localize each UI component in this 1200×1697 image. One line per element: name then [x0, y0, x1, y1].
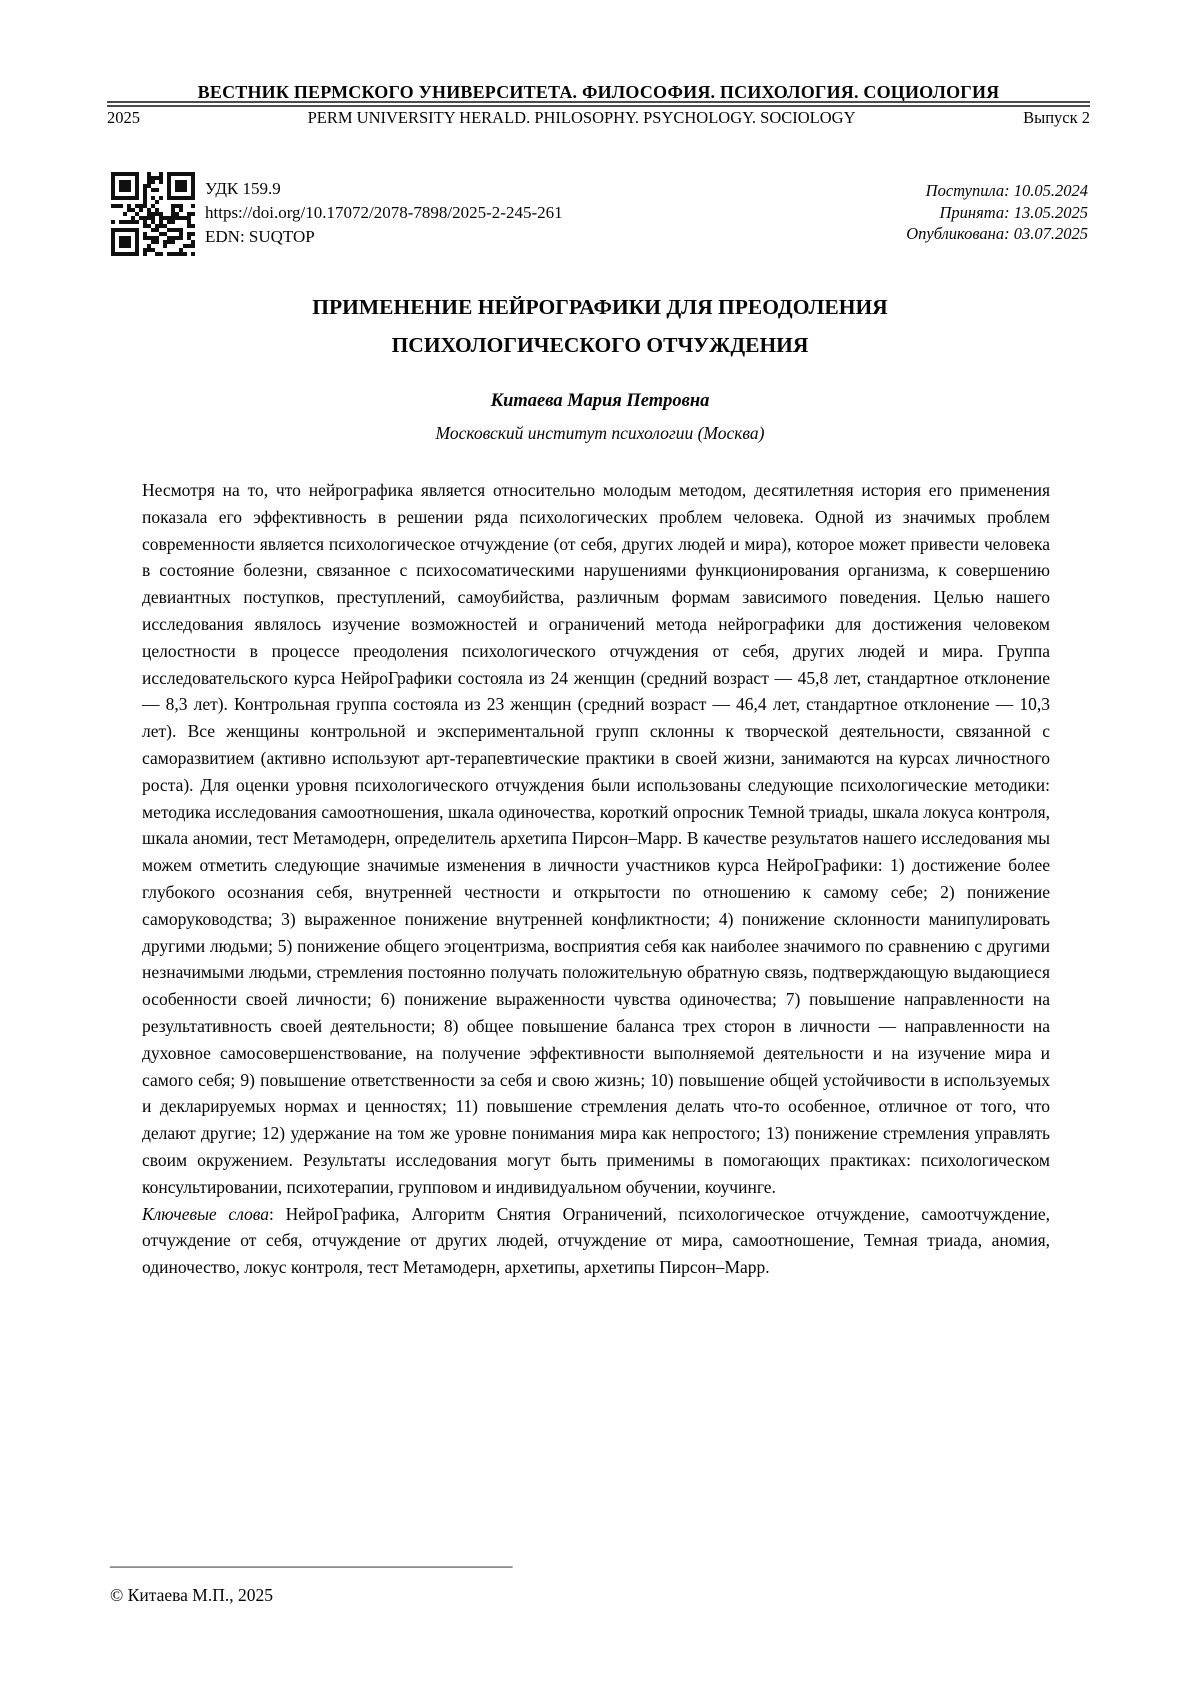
qr-code-icon [111, 172, 195, 256]
date-published: Опубликована: 03.07.2025 [906, 224, 1088, 243]
edn-label: EDN: SUQTOP [205, 227, 315, 246]
date-received: Поступила: 10.05.2024 [925, 181, 1088, 200]
footnote-rule: ______________________________________________ [110, 1549, 513, 1569]
keywords-paragraph [142, 1201, 1050, 1281]
article-title [110, 288, 1090, 364]
journal-year: 2025 [107, 108, 140, 127]
journal-title-ru: ВЕСТНИК ПЕРМСКОГО УНИВЕРСИТЕТА. ФИЛОСОФИЯ. ПСИХОЛОГИЯ. СОЦИОЛОГИЯ [197, 82, 1000, 102]
author-name: Китаева Мария Петровна [490, 391, 710, 411]
journal-title-en: PERM UNIVERSITY HERALD. PHILOSOPHY. PSYCHOLOGY. SOCIOLOGY [307, 108, 856, 127]
header-divider [107, 101, 1090, 107]
article-title-line-2: ПСИХОЛОГИЧЕСКОГО ОТЧУЖДЕНИЯ [391, 333, 809, 357]
keywords-text: : НейроГрафика, Алгоритм Снятия Ограничений, психологическое отчуждение, самоотчуждение, отчуждение от себя, отчуждение от других людей, отчуждение от мира, самоотношение, Темная триада, аномия, одиночество, локус контроля, тест Метамодерн, архетипы, архетипы Пирсон–Марр. [142, 1203, 1051, 1278]
article-title-line-1: ПРИМЕНЕНИЕ НЕЙРОГРАФИКИ ДЛЯ ПРЕОДОЛЕНИЯ [312, 295, 888, 319]
date-accepted: Принята: 13.05.2025 [939, 202, 1088, 222]
author-affiliation: Московский институт психологии (Москва) [435, 423, 765, 443]
abstract-block [142, 477, 1050, 1281]
keywords-label: Ключевые слова [142, 1203, 270, 1224]
abstract-text: Несмотря на то, что нейрографика является относительно молодым методом, десятилетняя история его применения показала его эффективность в решении ряда психологических проблем человека. Одной из значимых проблем современности является психологическое отчуждение (от себя, других людей и мира), которое может привести человека в состояние болезни, связанное с психосоматическими нарушениями функционирования организма, к совершению девиантных поступков, преступлений, самоубийства, различным формам зависимого поведения. Целью нашего исследования являлось изучение возможностей и ограничений метода нейрографики для достижения человеком целостности в процессе преодоления психологического отчуждения от себя, других людей и мира. Группа исследовательского курса НейроГрафики состояла из 24 женщин (средний возраст — 45,8 лет, стандартное отклонение — 8,3 лет). Контрольная группа состояла из 23 женщин (средний возраст — 46,4 лет, стандартное отклонение — 10,3 лет). Все женщины контрольной и экспериментальной групп склонны к творческой деятельности, связанной с саморазвитием (активно используют арт-терапевтические практики в своей жизни, занимаются на курсах личностного роста). Для оценки уровня психологического отчуждения были использованы следующие психологические методики: методика исследования самоотношения, шкала одиночества, короткий опросник Темной триады, шкала локуса контроля, шкала аномии, тест Метамодерн, определитель архетипа Пирсон–Марр. В качестве результатов нашего исследования мы можем отметить следующие значимые изменения в личности участников курса НейроГрафики: 1) достижение более глубокого осознания себя, внутренней честности и открытости по отношению к самому себе; 2) понижение саморуководства; 3) выраженное понижение внутренней конфликтности; 4) понижение склонности манипулировать другими людьми; 5) понижение общего эгоцентризма, восприятия себя как наиболее значимого по сравнению с другими незначимыми людьми, стремления постоянно получать положительную обратную связь, подтверждающую выдающиеся особенности своей личности; 6) понижение выраженности чувства одиночества; 7) повышение направленности на результативность своей деятельности; 8) общее повышение баланса трех сторон в личности — направленности на духовное самосовершенствование, на получение эффективности выполняемой деятельности и на изучение мира и самого себя; 9) повышение ответственности за себя и свою жизнь; 10) повышение общей устойчивости в используемых и декларируемых нормах и ценностях; 11) повышение стремления делать что-то особенное, отличное от того, что делают другие; 12) удержание на том же уровне понимания мира как непростого; 13) понижение стремления управлять своим окружением. Результаты исследования могут быть применимы в помогающих практиках: психологическом консультировании, психотерапии, групповом и индивидуальном обучении, коучинге. [142, 480, 1050, 1197]
doi-link[interactable]: https://doi.org/10.17072/2078-7898/2025-2-245-261 [205, 203, 563, 222]
article-identifiers [205, 177, 563, 249]
copyright-notice: © Китаева М.П., 2025 [110, 1585, 273, 1605]
journal-issue: Выпуск 2 [1023, 108, 1090, 127]
udc-label: УДК 159.9 [205, 179, 281, 198]
journal-header-row [107, 108, 1090, 128]
article-dates [906, 180, 1088, 245]
